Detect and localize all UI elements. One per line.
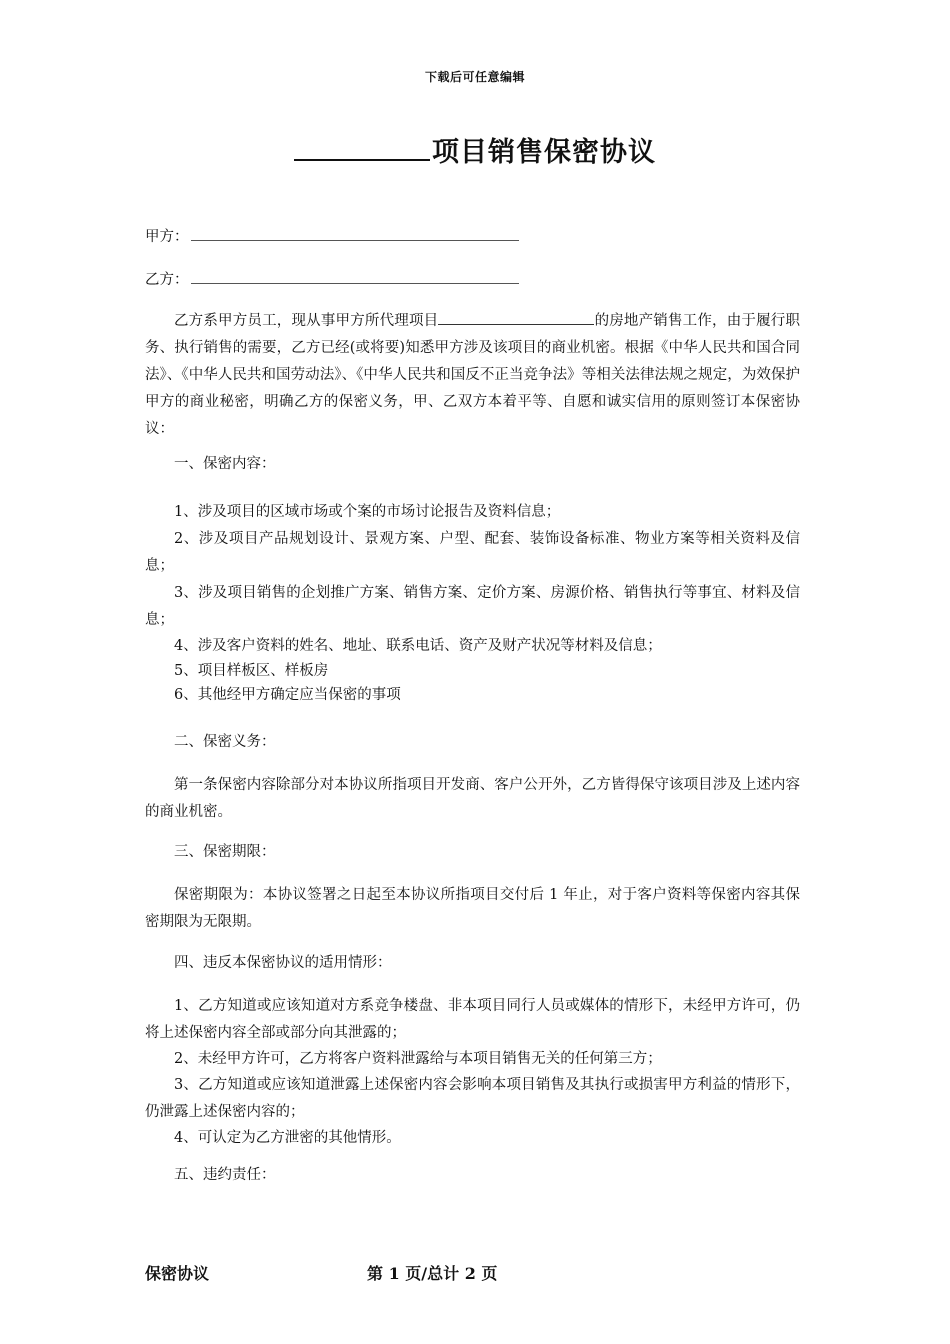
- section-3-heading: 三、保密期限：: [174, 844, 276, 860]
- header-note: 下载后可任意编辑: [424, 70, 525, 84]
- party-b-blank-line: [191, 269, 519, 284]
- section-4-list: [145, 993, 800, 1151]
- intro-text-after: 的房地产销售工作，由于履行职务、执行销售的需要，乙方已经(或将要)知悉甲方涉及该项目的商业机密。根据《中华人民共和国合同法》、《中华人民共和国劳动法》、《中华人民共和国反不正当竞争法》等相关法律法规之规定，为效保护甲方的商业秘密，明确乙方的保密义务，甲、乙双方本着平等、自愿和诚实信用的原则签订本保密协议：: [145, 313, 800, 437]
- party-a-row: [145, 226, 519, 247]
- list-item: 2、未经甲方许可，乙方将客户资料泄露给与本项目销售无关的任何第三方；: [174, 1051, 662, 1067]
- list-item: 5、项目样板区、样板房: [174, 663, 329, 679]
- party-b-row: [145, 269, 519, 290]
- party-b-label: 乙方：: [145, 272, 189, 288]
- title-text: 项目销售保密协议: [432, 137, 656, 168]
- intro-text-before: 乙方系甲方员工，现从事甲方所代理项目: [174, 313, 439, 329]
- section-4-heading: 四、违反本保密协议的适用情形：: [174, 955, 392, 971]
- list-item: 4、可认定为乙方泄密的其他情形。: [174, 1130, 401, 1146]
- intro-paragraph: [145, 308, 800, 443]
- list-item: 3、涉及项目销售的企划推广方案、销售方案、定价方案、房源价格、销售执行等事宜、材料及信息；: [145, 585, 800, 628]
- party-a-label: 甲方：: [145, 229, 189, 245]
- list-item: 6、其他经甲方确定应当保密的事项: [174, 687, 401, 703]
- section-1-list: [145, 499, 800, 707]
- footer-page-info: 第 1 页/总计 2 页: [367, 1264, 498, 1283]
- section-3-paragraph: 保密期限为：本协议签署之日起至本协议所指项目交付后 1 年止，对于客户资料等保密内容其保密期限为无限期。: [145, 887, 800, 930]
- list-item: 3、乙方知道或应该知道泄露上述保密内容会影响本项目销售及其执行或损害甲方利益的情形下，仍泄露上述保密内容的；: [145, 1077, 800, 1120]
- section-2-heading: 二、保密义务：: [174, 734, 276, 750]
- title-blank-line: [294, 133, 430, 161]
- section-1-heading: 一、保密内容：: [174, 456, 276, 472]
- list-item: 1、乙方知道或应该知道对方系竞争楼盘、非本项目同行人员或媒体的情形下，未经甲方许可，仍将上述保密内容全部或部分向其泄露的；: [145, 998, 800, 1041]
- section-5-heading: 五、违约责任：: [174, 1167, 276, 1183]
- footer-doc-name: 保密协议: [145, 1264, 210, 1283]
- list-item: 2、涉及项目产品规划设计、景观方案、户型、配套、装饰设备标准、物业方案等相关资料及信息；: [145, 531, 800, 574]
- list-item: 4、涉及客户资料的姓名、地址、联系电话、资产及财产状况等材料及信息；: [174, 638, 662, 654]
- section-2-paragraph: 第一条保密内容除部分对本协议所指项目开发商、客户公开外，乙方皆得保守该项目涉及上述内容的商业机密。: [145, 777, 800, 820]
- project-name-blank: [438, 310, 594, 325]
- list-item: 1、涉及项目的区域市场或个案的市场讨论报告及资料信息；: [174, 504, 561, 520]
- document-title: [0, 130, 950, 169]
- party-a-blank-line: [191, 226, 519, 241]
